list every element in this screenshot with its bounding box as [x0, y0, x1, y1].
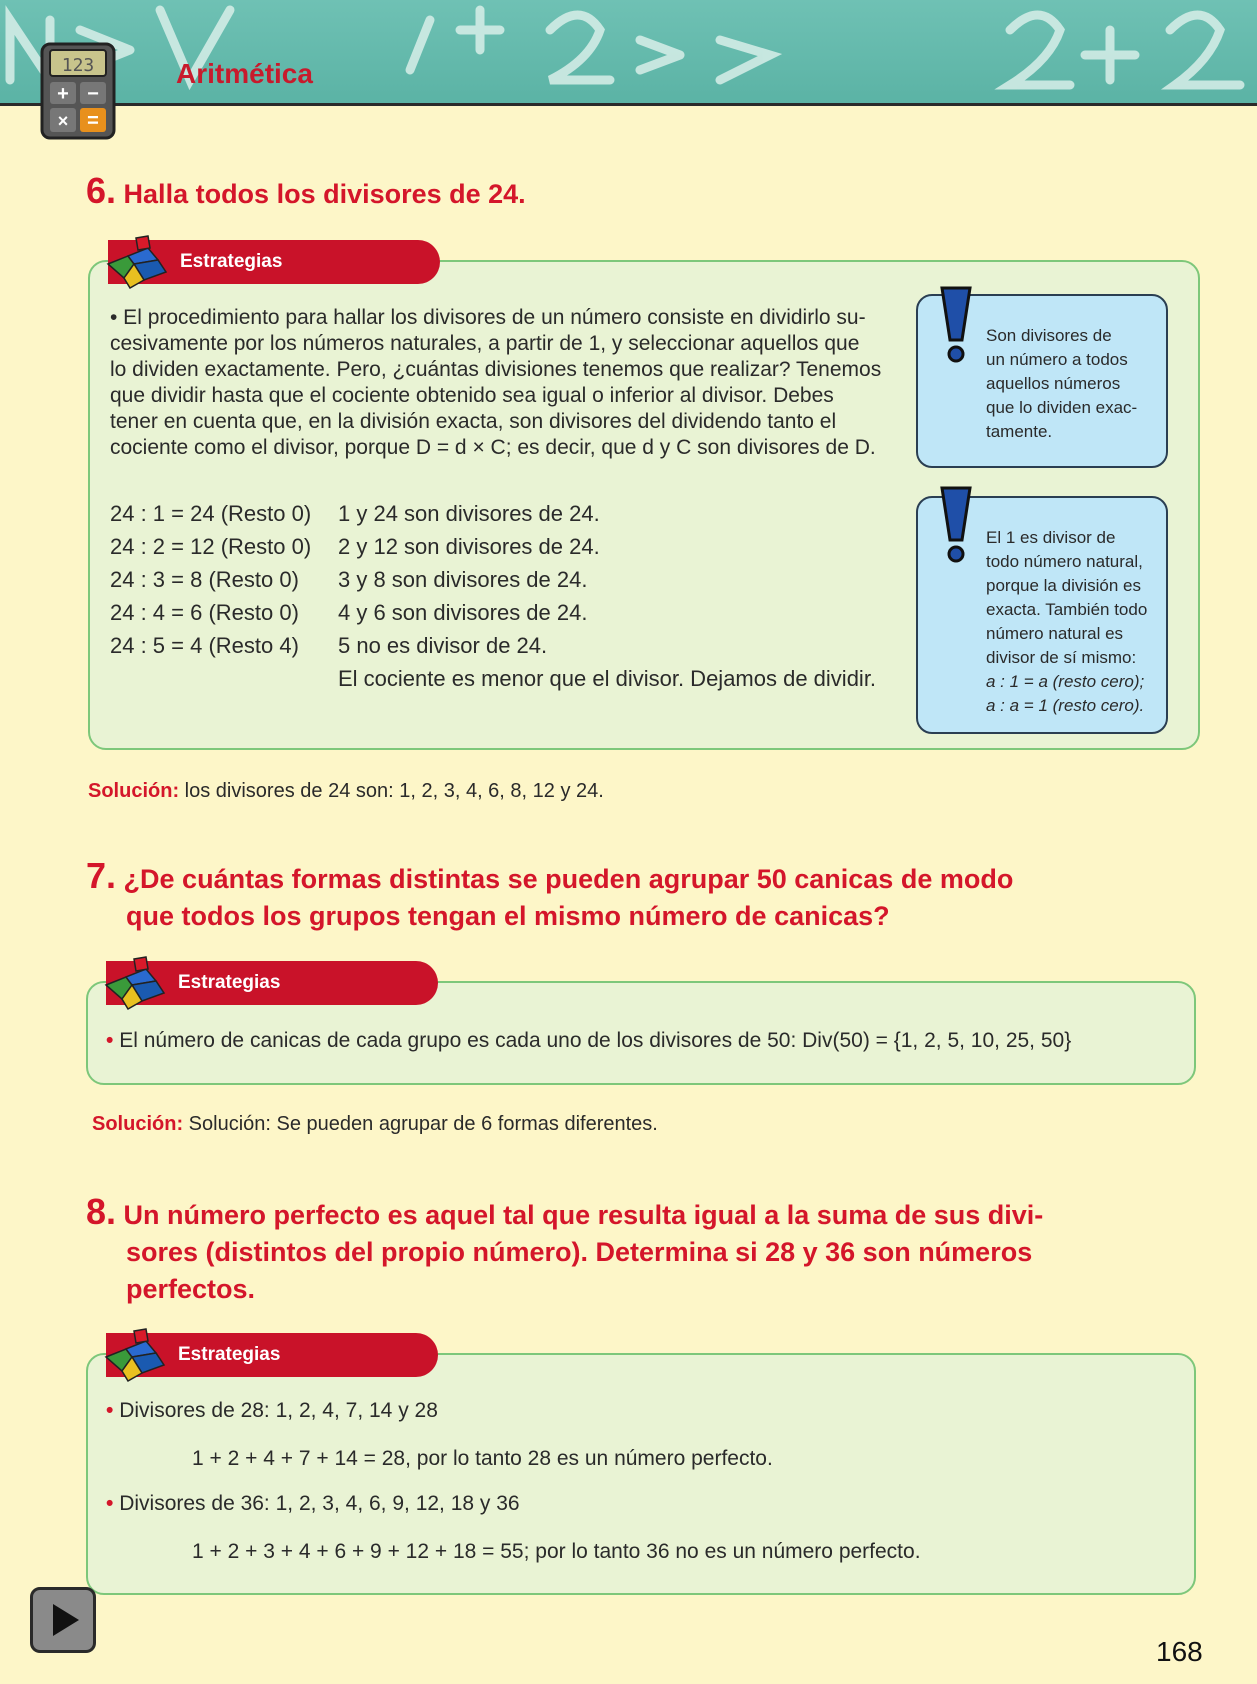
calc-key-minus: − — [87, 83, 99, 105]
division-note: 5 no es divisor de 24. — [338, 633, 548, 658]
division-op: 24 : 3 = 8 (Resto 0) — [110, 567, 299, 592]
calculator-icon — [40, 42, 116, 140]
info-line: a : a = 1 (resto cero). — [986, 696, 1145, 715]
question-7-title — [86, 857, 1013, 935]
solution-label: Solución: — [88, 780, 180, 802]
paragraph-line: cociente como el divisor, porque D = d × C; es decir, que d y C son divisores de D. — [110, 436, 876, 459]
question-8-text-line1: Un número perfecto es aquel tal que resulta igual a la suma de sus divi- — [123, 1200, 1044, 1230]
division-note: 2 y 12 son divisores de 24. — [338, 534, 600, 559]
question-6-number: 6. — [86, 170, 117, 211]
header-banner — [0, 0, 1257, 106]
play-icon — [33, 1590, 93, 1650]
bullet-marker: • — [106, 1492, 114, 1515]
info-line: que lo dividen exac- — [986, 398, 1138, 417]
solution-text: Solución: Se pueden agrupar de 6 formas diferentes. — [188, 1113, 658, 1135]
question-7-number: 7. — [86, 855, 117, 896]
puzzle-icon — [102, 1327, 168, 1385]
sum-36: 1 + 2 + 3 + 4 + 6 + 9 + 12 + 18 = 55; por lo tanto 36 no es un número perfecto. — [192, 1540, 921, 1563]
division-op: 24 : 2 = 12 (Resto 0) — [110, 534, 312, 559]
exclamation-icon — [936, 284, 976, 366]
calc-key-equals: = — [87, 110, 99, 132]
sum-28: 1 + 2 + 4 + 7 + 14 = 28, por lo tanto 28 es un número perfecto. — [192, 1447, 773, 1470]
question-7-text-line2: que todos los grupos tengan el mismo número de canicas? — [126, 901, 890, 931]
division-note: 3 y 8 son divisores de 24. — [338, 567, 588, 592]
division-op: 24 : 5 = 4 (Resto 4) — [110, 633, 299, 658]
question-6-text: Halla todos los divisores de 24. — [123, 179, 526, 209]
solution-7 — [92, 1113, 658, 1136]
section-title: Aritmética — [176, 58, 313, 89]
division-note: 4 y 6 son divisores de 24. — [338, 600, 588, 625]
exclamation-icon — [936, 484, 976, 566]
info-line: a : 1 = a (resto cero); — [986, 672, 1145, 691]
division-op: 24 : 4 = 6 (Resto 0) — [110, 600, 299, 625]
division-stop-note: El cociente es menor que el divisor. Dejamos de dividir. — [338, 666, 877, 691]
info-line: El 1 es divisor de — [986, 528, 1116, 547]
question-8-text-line2: sores (distintos del propio número). Determina si 28 y 36 son números — [126, 1237, 1033, 1267]
solution-label: Solución: — [92, 1113, 184, 1135]
division-note: 1 y 24 son divisores de 24. — [338, 501, 600, 526]
info-line: un número a todos — [986, 350, 1128, 369]
division-op: 24 : 1 = 24 (Resto 0) — [110, 501, 312, 526]
strategy-8-bullet-36 — [106, 1491, 520, 1517]
bullet-text: El número de canicas de cada grupo es cada uno de los divisores de 50: Div(50) = {1, 2, 5, 10, 25, 50} — [119, 1029, 1072, 1052]
strategy-6-paragraph — [110, 305, 900, 461]
strategy-tab-8: Estrategias — [106, 1333, 438, 1377]
strategy-tab-6: Estrategias — [108, 240, 440, 284]
question-8-title — [86, 1193, 1043, 1308]
info-line: exacta. También todo — [986, 600, 1148, 619]
question-8-text-line3: perfectos. — [126, 1274, 256, 1304]
play-button[interactable] — [30, 1587, 96, 1653]
calc-key-plus: + — [57, 83, 69, 105]
solution-6 — [88, 780, 604, 803]
puzzle-icon — [102, 955, 168, 1013]
puzzle-icon — [104, 234, 170, 292]
calc-key-times: × — [57, 111, 69, 131]
info-line: aquellos números — [986, 374, 1121, 393]
paragraph-line: tener en cuenta que, en la división exacta, son divisores del dividendo tanto el — [110, 410, 837, 433]
strategy-tab-7: Estrategias — [106, 961, 438, 1005]
calc-display: 123 — [61, 55, 95, 76]
info-line: tamente. — [986, 422, 1053, 441]
bullet-text: Divisores de 36: 1, 2, 3, 4, 6, 9, 12, 18 y 36 — [119, 1492, 520, 1515]
info-line: todo número natural, — [986, 552, 1143, 571]
info-line: divisor de sí mismo: — [986, 648, 1137, 667]
strategy-8-bullet-28 — [106, 1398, 438, 1424]
question-7-text-line1: ¿De cuántas formas distintas se pueden agrupar 50 canicas de modo — [123, 864, 1014, 894]
bullet-text: Divisores de 28: 1, 2, 4, 7, 14 y 28 — [119, 1399, 438, 1422]
paragraph-line: lo dividen exactamente. Pero, ¿cuántas divisiones tenemos que realizar? Tenemos — [110, 358, 882, 381]
bullet-marker: • — [106, 1029, 114, 1052]
info-box-one-divisor — [916, 496, 1168, 734]
info-line: Son divisores de — [986, 326, 1112, 345]
bullet-marker: • — [106, 1399, 114, 1422]
paragraph-line: • El procedimiento para hallar los divisores de un número consiste en dividirlo su- — [110, 306, 866, 329]
solution-text: los divisores de 24 son: 1, 2, 3, 4, 6, 8, 12 y 24. — [184, 780, 604, 802]
page-number: 168 — [1156, 1636, 1203, 1667]
paragraph-line: que dividir hasta que el cociente obtenido sea igual o inferior al divisor. Debes — [110, 384, 834, 407]
info-box-divisor-definition — [916, 294, 1168, 468]
info-line: porque la división es — [986, 576, 1141, 595]
paragraph-line: cesivamente por los números naturales, a partir de 1, y seleccionar aquellos que — [110, 332, 860, 355]
question-6-title — [86, 172, 526, 213]
info-line: número natural es — [986, 624, 1124, 643]
question-8-number: 8. — [86, 1191, 117, 1232]
strategy-7-bullet — [106, 1028, 1186, 1054]
